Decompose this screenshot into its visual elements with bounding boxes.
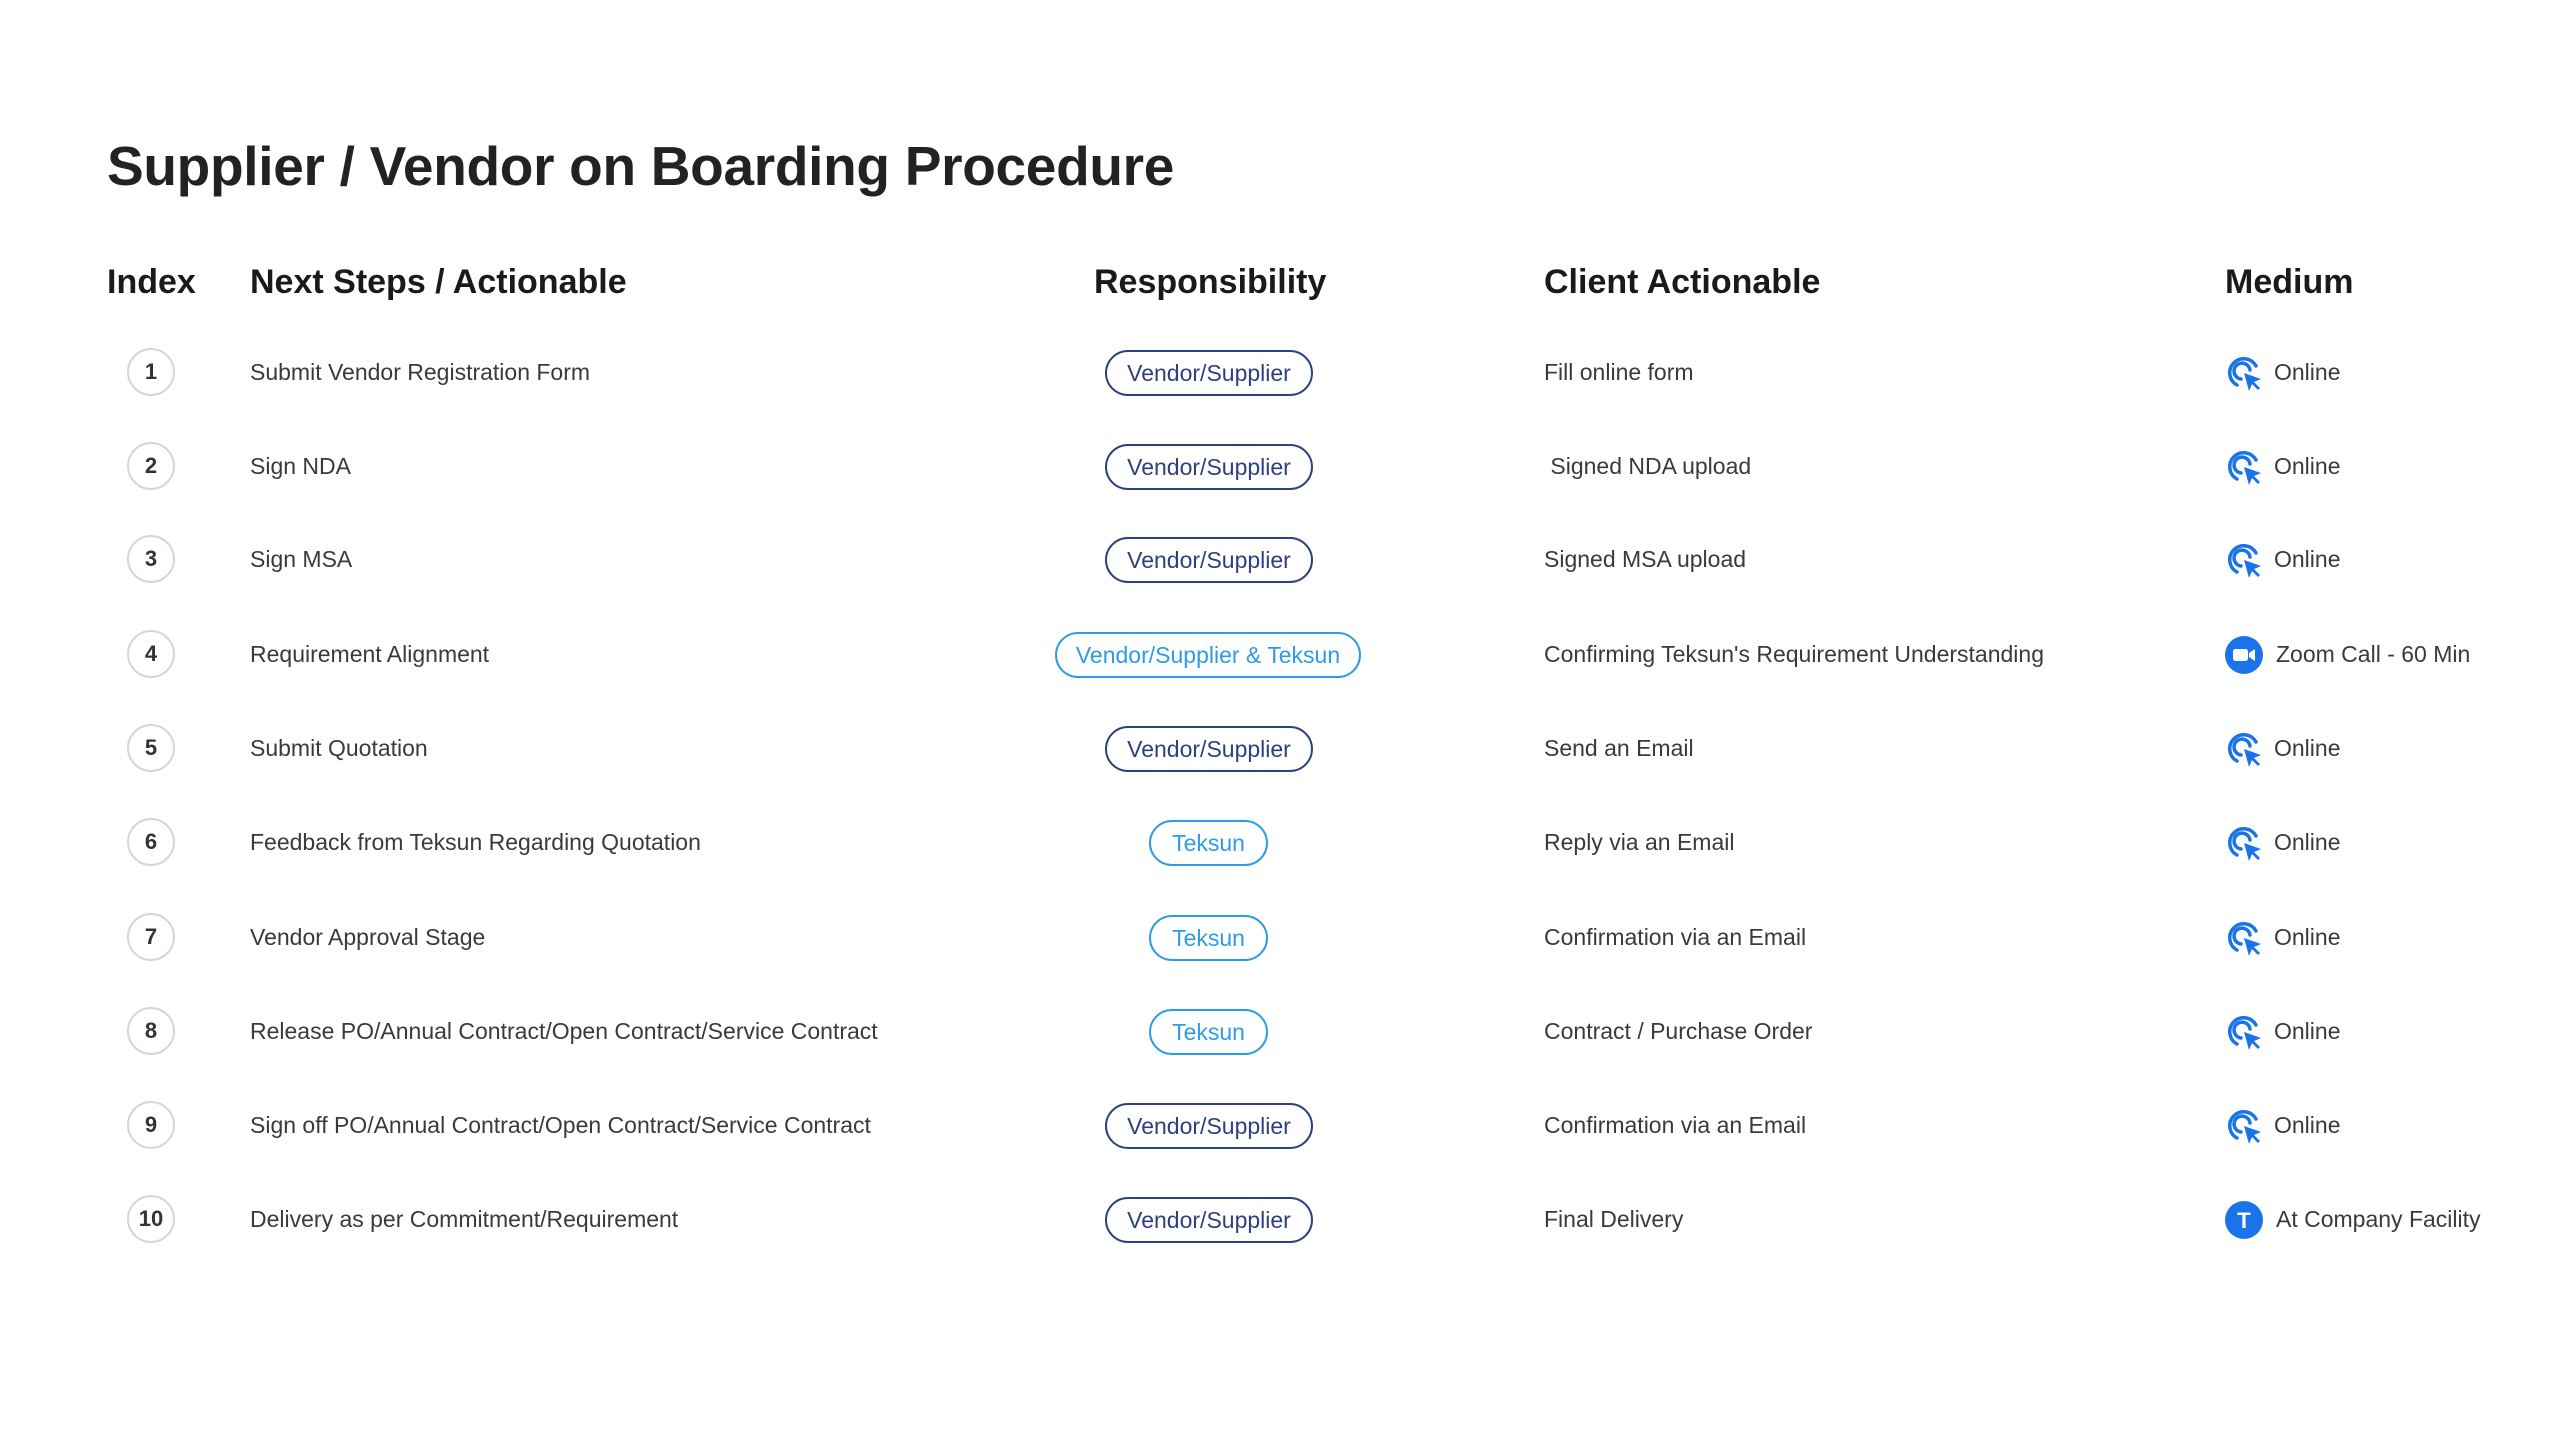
cursor-click-icon bbox=[2224, 447, 2264, 487]
row-index-badge: 8 bbox=[127, 1007, 175, 1055]
table-row bbox=[0, 1185, 2560, 1255]
step-text: Submit Quotation bbox=[250, 735, 428, 761]
table-row bbox=[0, 620, 2560, 690]
cursor-click-icon bbox=[2224, 823, 2264, 863]
responsibility-pill: Vendor/Supplier bbox=[1105, 350, 1313, 396]
row-index-badge: 3 bbox=[127, 535, 175, 583]
teksun-logo-letter: T bbox=[2237, 1208, 2251, 1233]
table-row bbox=[0, 808, 2560, 878]
client-actionable-text: Send an Email bbox=[1544, 735, 1694, 761]
row-index-badge: 4 bbox=[127, 630, 175, 678]
medium-text: Zoom Call - 60 Min bbox=[2276, 641, 2471, 667]
responsibility-pill: Vendor/Supplier bbox=[1105, 1103, 1313, 1149]
column-header-medium: Medium bbox=[2225, 263, 2354, 301]
table-row bbox=[0, 903, 2560, 973]
client-actionable-text: Final Delivery bbox=[1544, 1206, 1684, 1232]
row-index-badge: 6 bbox=[127, 818, 175, 866]
responsibility-pill: Teksun bbox=[1149, 820, 1268, 866]
responsibility-pill: Vendor/Supplier bbox=[1105, 444, 1313, 490]
responsibility-pill: Vendor/Supplier bbox=[1105, 537, 1313, 583]
table-row bbox=[0, 525, 2560, 595]
cursor-click-icon bbox=[2224, 1012, 2264, 1052]
table-row bbox=[0, 997, 2560, 1067]
responsibility-pill: Teksun bbox=[1149, 915, 1268, 961]
cursor-click-icon bbox=[2224, 918, 2264, 958]
step-text: Sign NDA bbox=[250, 453, 351, 479]
row-index-badge: 5 bbox=[127, 724, 175, 772]
cursor-click-icon bbox=[2224, 729, 2264, 769]
row-index-badge: 2 bbox=[127, 442, 175, 490]
column-header-index: Index bbox=[107, 263, 196, 301]
responsibility-pill: Vendor/Supplier & Teksun bbox=[1055, 632, 1361, 678]
table-row bbox=[0, 432, 2560, 502]
row-index-badge: 10 bbox=[127, 1195, 175, 1243]
client-actionable-text: Fill online form bbox=[1544, 359, 1694, 385]
step-text: Release PO/Annual Contract/Open Contract/Service Contract bbox=[250, 1018, 878, 1044]
client-actionable-text: Confirming Teksun's Requirement Understanding bbox=[1544, 641, 2045, 667]
responsibility-pill: Vendor/Supplier bbox=[1105, 1197, 1313, 1243]
row-index-badge: 9 bbox=[127, 1101, 175, 1149]
teksun-logo-icon bbox=[2224, 1200, 2264, 1240]
client-actionable-text: Contract / Purchase Order bbox=[1544, 1018, 1813, 1044]
step-text: Submit Vendor Registration Form bbox=[250, 359, 591, 385]
row-index-badge: 1 bbox=[127, 348, 175, 396]
client-actionable-text: Signed MSA upload bbox=[1544, 546, 1747, 572]
medium-text: Online bbox=[2274, 829, 2341, 855]
client-actionable-text: Confirmation via an Email bbox=[1544, 924, 1807, 950]
column-header-client-actionable: Client Actionable bbox=[1544, 263, 1821, 301]
medium-text: Online bbox=[2274, 546, 2341, 572]
client-actionable-text: Signed NDA upload bbox=[1544, 453, 1752, 479]
medium-text: Online bbox=[2274, 924, 2341, 950]
step-text: Vendor Approval Stage bbox=[250, 924, 486, 950]
client-actionable-text: Reply via an Email bbox=[1544, 829, 1735, 855]
table-row bbox=[0, 714, 2560, 784]
table-row bbox=[0, 1091, 2560, 1161]
column-header-next-steps: Next Steps / Actionable bbox=[250, 263, 627, 301]
client-actionable-text: Confirmation via an Email bbox=[1544, 1112, 1807, 1138]
step-text: Requirement Alignment bbox=[250, 641, 490, 667]
step-text: Sign MSA bbox=[250, 546, 353, 572]
row-index-badge: 7 bbox=[127, 913, 175, 961]
cursor-click-icon bbox=[2224, 540, 2264, 580]
medium-text: Online bbox=[2274, 453, 2341, 479]
column-header-responsibility: Responsibility bbox=[1094, 263, 1327, 301]
zoom-video-icon bbox=[2224, 635, 2264, 675]
medium-text: Online bbox=[2274, 1018, 2341, 1044]
table-row bbox=[0, 338, 2560, 408]
responsibility-pill: Teksun bbox=[1149, 1009, 1268, 1055]
responsibility-pill: Vendor/Supplier bbox=[1105, 726, 1313, 772]
medium-text: Online bbox=[2274, 735, 2341, 761]
page-title: Supplier / Vendor on Boarding Procedure bbox=[107, 135, 1175, 197]
medium-text: At Company Facility bbox=[2276, 1206, 2481, 1232]
medium-text: Online bbox=[2274, 1112, 2341, 1138]
step-text: Feedback from Teksun Regarding Quotation bbox=[250, 829, 701, 855]
medium-text: Online bbox=[2274, 359, 2341, 385]
step-text: Delivery as per Commitment/Requirement bbox=[250, 1206, 679, 1232]
cursor-click-icon bbox=[2224, 353, 2264, 393]
cursor-click-icon bbox=[2224, 1106, 2264, 1146]
step-text: Sign off PO/Annual Contract/Open Contract/Service Contract bbox=[250, 1112, 871, 1138]
